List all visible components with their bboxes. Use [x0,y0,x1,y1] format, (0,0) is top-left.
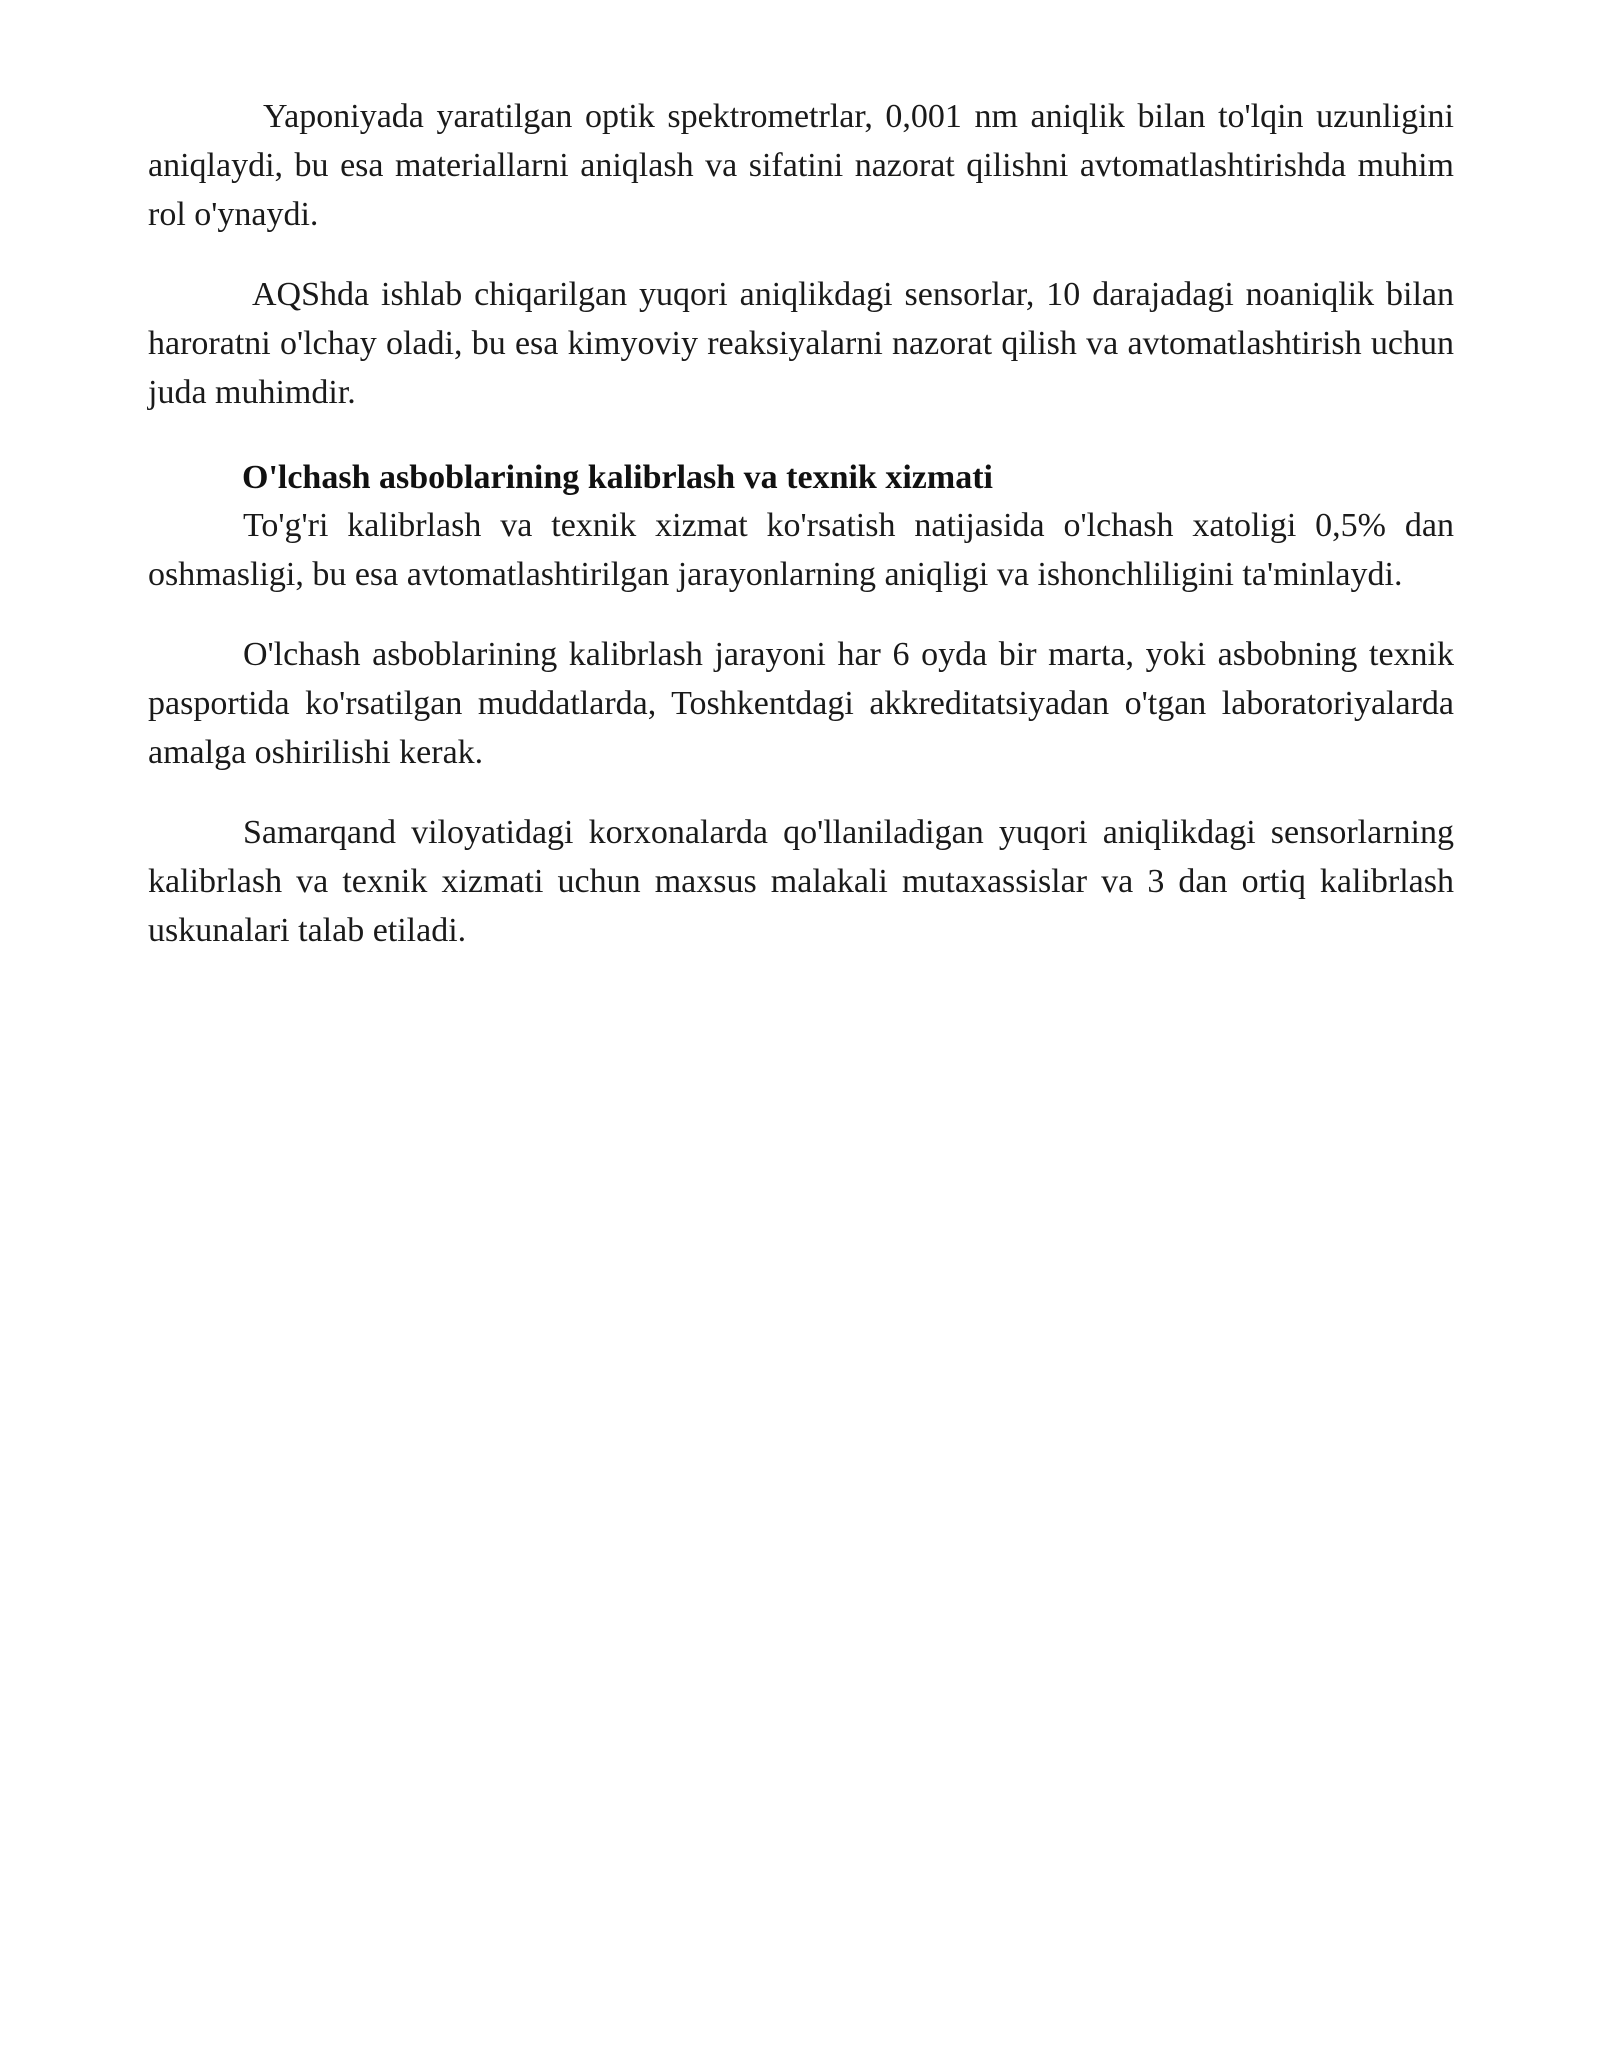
document-body [148,92,1454,955]
paragraph-samarkand-sensors: Samarqand viloyatidagi korxonalarda qo'llaniladigan yuqori aniqlikdagi sensorlarning kalibrlash va texnik xizmati uchun maxsus malakali mutaxassislar va 3 dan ortiq kalibrlash uskunalari talab etiladi. [148,814,1454,949]
section-heading: O'lchash asboblarining kalibrlash va texnik xizmati [242,459,993,496]
paragraph-calibration-accuracy: To'g'ri kalibrlash va texnik xizmat ko'rsatish natijasida o'lchash xatoligi 0,5% dan oshmasligi, bu esa avtomatlashtirilgan jarayonlarning aniqligi va ishonchliligini ta'minlaydi. [148,507,1454,593]
paragraph-optical-spectrometers: Yaponiyada yaratilgan optik spektrometrlar, 0,001 nm aniqlik bilan to'lqin uzunligini aniqlaydi, bu esa materiallarni aniqlash va sifatini nazorat qilishni avtomatlashtirishda muhim rol o'ynaydi. [148,98,1454,233]
paragraph-calibration-schedule: O'lchash asboblarining kalibrlash jarayoni har 6 oyda bir marta, yoki asbobning texnik pasportida ko'rsatilgan muddatlarda, Toshkentdagi akkreditatsiyadan o'tgan laboratoriyalarda amalga oshirilishi kerak. [148,636,1454,771]
paragraph-usa-sensors: AQShda ishlab chiqarilgan yuqori aniqlikdagi sensorlar, 10 darajadagi noaniqlik bilan haroratni o'lchay oladi, bu esa kimyoviy reaksiyalarni nazorat qilish va avtomatlashtirish uchun juda muhimdir. [148,276,1454,411]
